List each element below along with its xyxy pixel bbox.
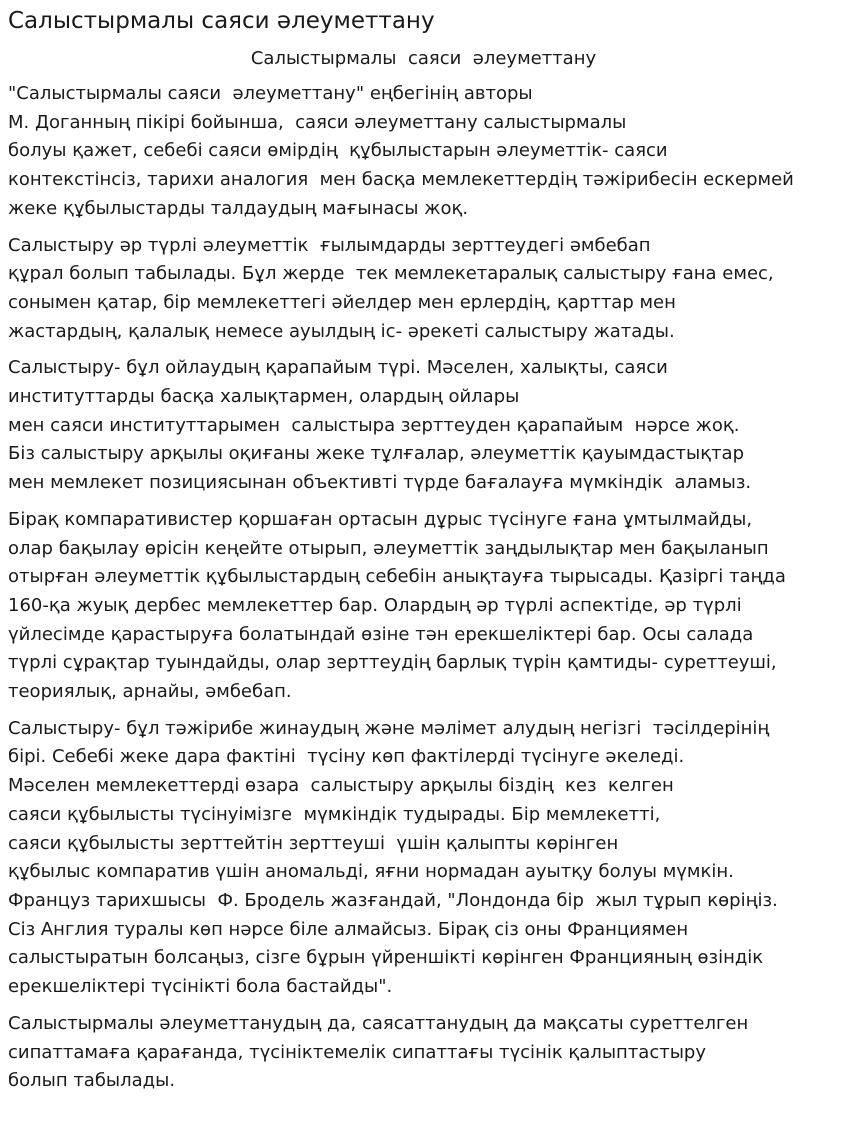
- text-line: бірі. Себебі жеке дара фактіні түсіну көп фактілерді түсінуге әкеледі.: [8, 746, 685, 768]
- paragraph: [8, 232, 839, 347]
- text-line: Сіз Англия туралы көп нәрсе біле алмайсыз. Бірақ сіз оны Франциямен: [8, 918, 689, 940]
- text-line: Салыстыру- бұл тәжірибе жинаудың және мәлімет алудың негізгі тәсілдерінің: [8, 717, 770, 739]
- text-line: құрал болып табылады. Бұл жерде тек мемлекетаралық салыстыру ғана емес,: [8, 263, 774, 285]
- text-line: М. Доганның пікірі бойынша, саяси әлеуметтану салыстырмалы: [8, 111, 627, 133]
- text-line: ерекшеліктері түсінікті бола бастайды".: [8, 976, 393, 998]
- text-line: Салыстырмалы әлеуметтанудың да, саясаттанудың да мақсаты суреттелген: [8, 1012, 749, 1034]
- paragraph: [8, 1010, 839, 1096]
- text-line: сипаттамаға қарағанда, түсініктемелік сипаттағы түсінік қалыптастыру: [8, 1041, 707, 1063]
- paragraph: [8, 354, 839, 498]
- text-line: құбылыс компаратив үшін аномальді, яғни нормадан ауытқу болуы мүмкін.: [8, 861, 734, 883]
- document-subtitle: Салыстырмалы саяси әлеуметтану: [250, 48, 597, 69]
- text-line: институттарды басқа халықтармен, олардың ойлары: [8, 386, 520, 408]
- text-line: Салыстыру әр түрлі әлеуметтік ғылымдарды зерттеудегі әмбебап: [8, 234, 651, 256]
- text-line: Француз тарихшысы Ф. Бродель жазғандай, "Лондонда бір жыл тұрып көріңіз.: [8, 889, 778, 911]
- text-line: 160-қа жуық дербес мемлекеттер бар. Олардың әр түрлі аспектіде, әр түрлі: [8, 594, 742, 616]
- text-line: саяси құбылысты зерттейтін зерттеуші үшін қалыпты көрінген: [8, 832, 619, 854]
- document-body: [8, 80, 839, 1096]
- text-line: Бірақ компаративистер қоршаған ортасын дұрыс түсінуге ғана ұмтылмайды,: [8, 508, 753, 530]
- text-line: жеке құбылыстарды талдаудың мағынасы жоқ.: [8, 197, 469, 219]
- text-line: мен мемлекет позициясынан объективті түрде бағалауға мүмкіндік аламыз.: [8, 472, 752, 494]
- text-line: болуы қажет, себебі саяси өмірдің құбылыстарын әлеуметтік- саяси: [8, 140, 668, 162]
- paragraph: [8, 80, 839, 224]
- page-title: Салыстырмалы саяси әлеуметтану: [8, 8, 435, 34]
- text-line: контекстінсіз, тарихи аналогия мен басқа мемлекеттердің тәжірибесін ескермей: [8, 169, 794, 191]
- text-line: Салыстыру- бұл ойлаудың қарапайым түрі. Мәселен, халықты, саяси: [8, 357, 668, 379]
- paragraph: [8, 506, 839, 707]
- text-line: теориялық, арнайы, әмбебап.: [8, 681, 292, 703]
- text-line: саяси құбылысты түсінуімізге мүмкіндік тудырады. Бір мемлекетті,: [8, 803, 661, 825]
- text-line: Біз салыстыру арқылы оқиғаны жеке тұлғалар, әлеуметтік қауымдастықтар: [8, 443, 745, 465]
- text-line: үйлесімде қарастыруға болатындай өзіне тән ерекшеліктері бар. Осы салада: [8, 623, 754, 645]
- paragraph: [8, 715, 839, 1002]
- text-line: болып табылады.: [8, 1070, 176, 1092]
- text-line: "Салыстырмалы саяси әлеуметтану" еңбегінің авторы: [8, 83, 533, 104]
- text-line: сонымен қатар, бір мемлекеттегі әйелдер мен ерлердің, қарттар мен: [8, 291, 676, 313]
- text-line: жастардың, қалалық немесе ауылдың іс- әрекеті салыстыру жатады.: [8, 320, 675, 342]
- text-line: отырған әлеуметтік құбылыстардың себебін анықтауға тырысады. Қазіргі таңда: [8, 566, 786, 588]
- text-line: олар бақылау өрісін кеңейте отырып, әлеуметтік заңдылықтар мен бақыланып: [8, 537, 769, 559]
- text-line: түрлі сұрақтар туындайды, олар зерттеудің барлық түрін қамтиды- суреттеуші,: [8, 652, 777, 674]
- text-line: мен саяси институттарымен салыстыра зерттеуден қарапайым нәрсе жоқ.: [8, 414, 740, 436]
- text-line: салыстыратын болсаңыз, сізге бұрын үйреншікті көрінген Францияның өзіндік: [8, 947, 764, 969]
- text-line: Мәселен мемлекеттерді өзара салыстыру арқылы біздің кез келген: [8, 775, 674, 797]
